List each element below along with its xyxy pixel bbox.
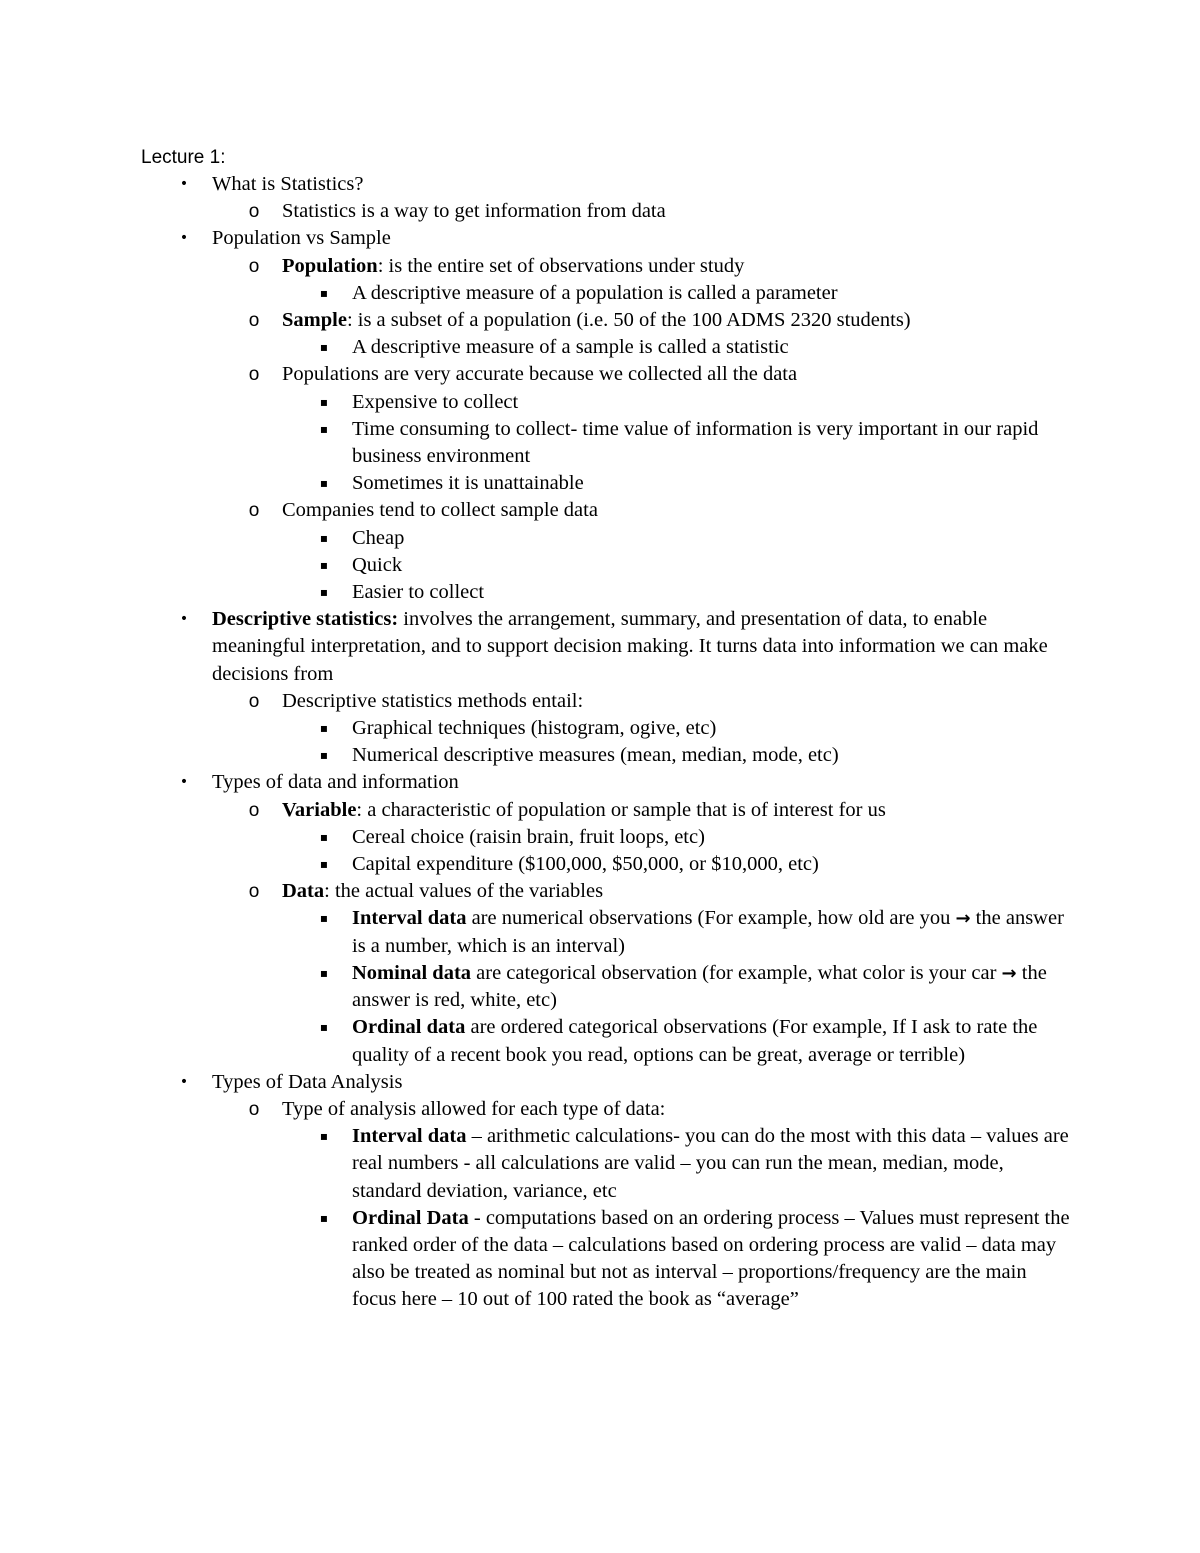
list-item xyxy=(319,1205,1072,1314)
bullet-square-icon: ▪ xyxy=(319,748,329,763)
item-text: Numerical descriptive measures (mean, median, mode, etc) xyxy=(352,744,839,767)
item-text: Descriptive statistics methods entail: xyxy=(282,689,584,712)
list-item xyxy=(248,253,1072,307)
definition-text: : the actual values of the variables xyxy=(324,880,604,903)
sublist xyxy=(248,1096,1072,1314)
item-text: A descriptive measure of a population is called a parameter xyxy=(352,281,838,304)
bullet-square-icon: ▪ xyxy=(319,1129,329,1144)
bullet-square-icon: ▪ xyxy=(319,857,329,872)
item-text xyxy=(352,1207,1070,1311)
definition-text: the answer is a number, which is an interval) xyxy=(352,907,1064,957)
bullet-square-icon: ▪ xyxy=(319,340,329,355)
term-label: Nominal data xyxy=(352,961,472,984)
list-item xyxy=(248,878,1072,1068)
sublist xyxy=(319,905,1072,1068)
list-item xyxy=(319,389,1072,416)
definition-text: : is a subset of a population (i.e. 50 of the 100 ADMS 2320 students) xyxy=(346,309,911,332)
bullet-dot-icon: • xyxy=(179,176,189,192)
bullet-square-icon: ▪ xyxy=(319,285,329,300)
lecture-title: Lecture 1: xyxy=(141,147,226,168)
term-label: Interval data xyxy=(352,1125,467,1148)
bullet-circle-icon: o xyxy=(248,255,260,277)
list-item xyxy=(319,715,1072,742)
item-text xyxy=(212,608,1048,684)
item-text: Population vs Sample xyxy=(212,227,391,250)
item-text: Types of Data Analysis xyxy=(212,1070,403,1093)
list-item xyxy=(319,280,1072,307)
list-item xyxy=(319,334,1072,361)
bullet-circle-icon: o xyxy=(248,500,260,522)
list-item xyxy=(248,497,1072,606)
sublist xyxy=(319,1123,1072,1313)
sublist xyxy=(319,525,1072,607)
list-item xyxy=(319,742,1072,769)
item-text: Populations are very accurate because we collected all the data xyxy=(282,363,798,386)
item-text xyxy=(352,1125,1069,1201)
item-text xyxy=(352,907,1064,956)
item-text xyxy=(282,255,744,277)
term-label: Ordinal data xyxy=(352,1016,466,1039)
list-item xyxy=(179,225,1072,606)
list-item xyxy=(319,824,1072,851)
bullet-square-icon: ▪ xyxy=(319,557,329,572)
bullet-square-icon: ▪ xyxy=(319,829,329,844)
term-label: Interval data xyxy=(352,907,467,930)
sublist xyxy=(248,688,1072,770)
item-text xyxy=(352,1016,1037,1065)
arrow-right-icon: → xyxy=(1001,962,1017,984)
list-item xyxy=(319,1123,1072,1205)
definition-text: : a characteristic of population or sample that is of interest for us xyxy=(356,798,886,821)
definition-text: the answer is red, white, etc) xyxy=(352,961,1047,1012)
item-text: Expensive to collect xyxy=(352,390,519,413)
bullet-square-icon: ▪ xyxy=(319,476,329,491)
sublist xyxy=(248,253,1072,607)
bullet-circle-icon: o xyxy=(248,1098,260,1120)
bullet-circle-icon: o xyxy=(248,310,260,332)
list-item xyxy=(319,960,1072,1014)
list-item xyxy=(319,851,1072,878)
bullet-square-icon: ▪ xyxy=(319,965,329,980)
bullet-circle-icon: o xyxy=(248,799,260,821)
item-text: Easier to collect xyxy=(352,581,485,604)
list-item xyxy=(319,1014,1072,1068)
list-item xyxy=(319,470,1072,497)
item-text: Types of data and information xyxy=(212,771,459,794)
bullet-square-icon: ▪ xyxy=(319,1210,329,1225)
sublist xyxy=(319,389,1072,498)
bullet-square-icon: ▪ xyxy=(319,530,329,545)
definition-text: are ordered categorical observations (For example, If I ask to rate the quality of a recent book you read, options can be great, average or terrible) xyxy=(352,1016,1038,1066)
definition-text: – arithmetic calculations- you can do the most with this data – values are real numbers - all calculations are valid – you can run the mean, median, mode, standard deviation, variance, etc xyxy=(352,1125,1069,1202)
definition-text: are numerical observations (For example, how old are you xyxy=(466,907,956,930)
list-item xyxy=(248,307,1072,361)
list-item xyxy=(179,769,1072,1068)
bullet-square-icon: ▪ xyxy=(319,421,329,436)
term-label: Ordinal Data xyxy=(352,1206,469,1229)
list-item xyxy=(248,688,1072,770)
item-text xyxy=(282,880,603,902)
bullet-dot-icon: • xyxy=(179,774,189,791)
item-text xyxy=(282,309,911,331)
list-item xyxy=(248,1096,1072,1314)
item-text xyxy=(282,799,886,821)
item-text: Capital expenditure ($100,000, $50,000, or $10,000, etc) xyxy=(352,853,819,876)
definition-text: are categorical observation (for example, what color is your car xyxy=(471,961,1002,984)
item-text: Quick xyxy=(352,553,403,576)
bullet-circle-icon: o xyxy=(248,364,260,386)
list-item xyxy=(179,1069,1072,1314)
term-label: Descriptive statistics: xyxy=(212,608,399,631)
outline-list xyxy=(179,171,1072,1314)
term-label: Data xyxy=(282,880,325,903)
term-label: Variable xyxy=(282,798,357,821)
item-text: Cheap xyxy=(352,526,405,549)
bullet-dot-icon: • xyxy=(179,611,189,628)
item-text: Time consuming to collect- time value of information is very important in our rapid business environment xyxy=(352,417,1039,468)
item-text: Sometimes it is unattainable xyxy=(352,472,584,495)
list-item xyxy=(319,905,1072,959)
arrow-right-icon: → xyxy=(955,908,971,930)
term-label: Sample xyxy=(282,309,347,332)
bullet-square-icon: ▪ xyxy=(319,394,329,409)
item-text: Companies tend to collect sample data xyxy=(282,499,598,522)
list-item xyxy=(319,552,1072,579)
bullet-circle-icon: o xyxy=(248,201,260,223)
definition-text: involves the arrangement, summary, and presentation of data, to enable meaningful interpretation, and to support decision making. It turns data into information we can make decisions from xyxy=(212,608,1048,685)
bullet-square-icon: ▪ xyxy=(319,1020,329,1035)
bullet-square-icon: ▪ xyxy=(319,911,329,926)
list-item xyxy=(319,525,1072,552)
bullet-square-icon: ▪ xyxy=(319,721,329,736)
item-text: What is Statistics? xyxy=(212,173,364,195)
item-text: Type of analysis allowed for each type of data: xyxy=(282,1097,666,1120)
list-item xyxy=(179,606,1072,769)
definition-text: - computations based on an ordering process – Values must represent the ranked order of the data – calculations based on ordering process are valid – data may also be treated as nominal but not as interval – proportions/frequency are the main focus here – 10 out of 100 rated the book as “average” xyxy=(352,1206,1070,1311)
item-text: Statistics is a way to get information from data xyxy=(282,200,666,223)
sublist xyxy=(319,280,1072,307)
bullet-circle-icon: o xyxy=(248,690,260,712)
list-item xyxy=(248,361,1072,497)
item-text xyxy=(352,962,1047,1011)
list-item xyxy=(248,797,1072,879)
sublist xyxy=(319,824,1072,878)
bullet-square-icon: ▪ xyxy=(319,585,329,600)
sublist xyxy=(319,715,1072,769)
list-item xyxy=(319,579,1072,606)
sublist xyxy=(248,797,1072,1069)
term-label: Population xyxy=(282,254,378,277)
bullet-dot-icon: • xyxy=(179,230,189,247)
bullet-dot-icon: • xyxy=(179,1073,189,1090)
sublist xyxy=(319,334,1072,361)
item-text: Graphical techniques (histogram, ogive, etc) xyxy=(352,717,717,740)
list-item xyxy=(319,416,1072,470)
list-item xyxy=(248,198,1072,225)
list-item xyxy=(179,171,1072,225)
item-text: A descriptive measure of a sample is called a statistic xyxy=(352,336,789,359)
bullet-circle-icon: o xyxy=(248,881,260,903)
definition-text: : is the entire set of observations under study xyxy=(377,254,745,277)
item-text: Cereal choice (raisin brain, fruit loops, etc) xyxy=(352,825,705,848)
sublist xyxy=(248,198,1072,225)
